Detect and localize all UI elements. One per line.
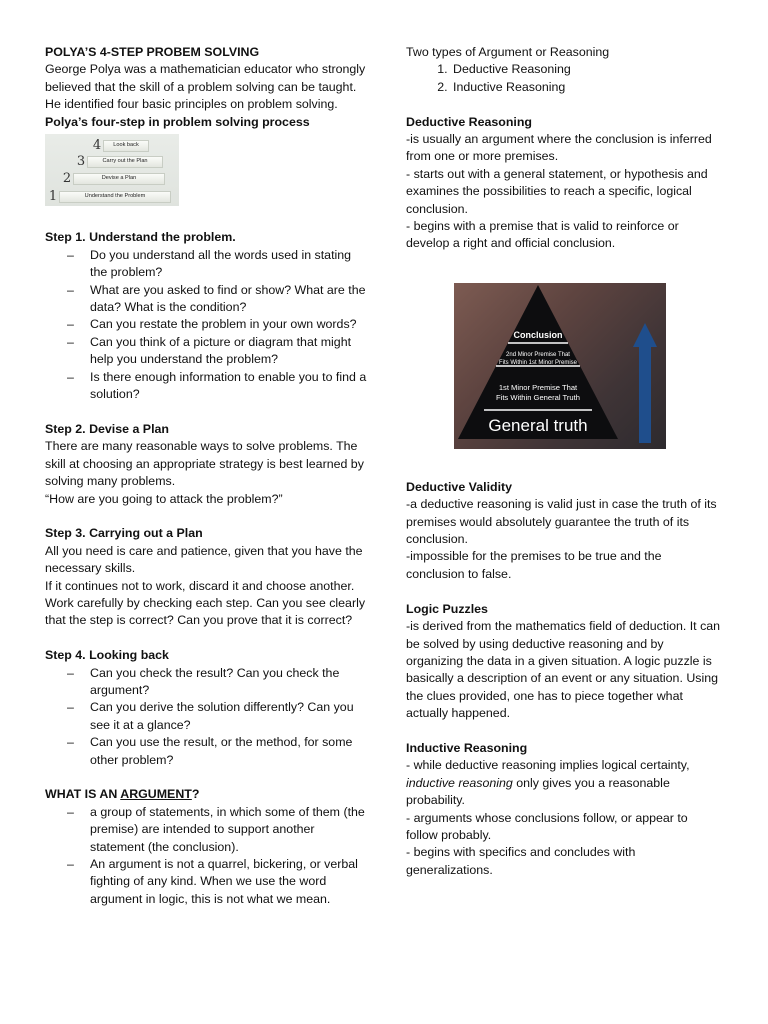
step4-list [45,665,367,769]
inductive-line-3: - begins with specifics and concludes with generalizations. [406,845,636,877]
argument-heading-prefix: WHAT IS AN [45,787,121,802]
inductive-line-1 [406,757,722,809]
list-item: 1. Deductive Reasoning [451,61,722,78]
process-heading: Polya’s four-step in problem solving process [45,114,310,129]
inductive-line-2: - arguments whose conclusions follow, or appear to follow probably. [406,810,688,842]
list-item: – Can you check the result? Can you check the argument? [90,665,367,700]
deductive-pyramid-image [454,283,666,449]
step1-heading: Step 1. Understand the problem. [45,230,236,245]
steps-image-row-4 [91,137,149,154]
step-number: 1 [48,189,58,205]
inductive-line-1-prefix: - while deductive reasoning implies logical certainty, [406,758,690,773]
step3-heading: Step 3. Carrying out a Plan [45,526,203,541]
up-arrow-shaft [639,345,651,443]
argument-list [45,804,367,908]
validity-line: -a deductive reasoning is valid just in case the truth of its premises would absolutely guarantee the truth of its conclusion. [406,497,717,547]
inductive-heading: Inductive Reasoning [406,740,528,755]
pyramid-minor-premise-1 [480,383,596,403]
left-column [45,44,367,908]
step-label: Devise a Plan [73,173,165,185]
step2-text: There are many reasonable ways to solve problems. The skill at choosing an appropriate strategy is best learned by solving many problems. [45,439,364,489]
deductive-line: - begins with a premise that is valid to reinforce or develop a right and official conclusion. [406,219,679,251]
step4-heading: Step 4. Looking back [45,648,169,663]
list-item: – a group of statements, in which some of them (the premise) are intended to support another statement (the conclusion). [90,804,367,856]
inductive-italic-term: inductive reasoning [406,775,513,790]
step3-text-2: If it continues not to work, discard it and choose another. Work carefully by checking each step. Can you see clearly that the step is correct? Can you prove that it is correct? [45,578,366,628]
steps-image-row-3 [75,153,163,170]
step2-quote: “How are you going to attack the problem?” [45,491,283,506]
argument-heading-word: ARGUMENT [120,787,192,802]
list-item: – Do you understand all the words used in stating the problem? [90,247,367,282]
pyramid-general-truth: General truth [488,416,588,435]
step-number: 3 [76,154,86,170]
deductive-line: -is usually an argument where the conclusion is inferred from one or more premises. [406,132,712,164]
deductive-line: - starts out with a general statement, or hypothesis and examines the possibilities to reach a specific, logical conclusion. [406,166,708,216]
steps-image-row-2 [61,170,165,187]
validity-line: -impossible for the premises to be true and the conclusion to false. [406,549,662,581]
pyramid-minor-premise-2 [490,351,586,367]
step-label: Understand the Problem [59,191,171,203]
step-number: 4 [92,138,102,154]
pyramid-minor-premise-2-line-2: Fits Within 1st Minor Premise [498,360,577,366]
list-item: – Is there enough information to enable you to find a solution? [90,369,367,404]
deductive-heading: Deductive Reasoning [406,114,532,129]
pyramid-minor-premise-1-line-1: 1st Minor Premise That [498,383,578,392]
intro-paragraph: George Polya was a mathematician educator who strongly believed that the skill of a problem solving can be taught. He identified four basic principles on problem solving. [45,62,366,112]
list-item: – Can you derive the solution differently? Can you see it at a glance? [90,699,367,734]
list-item: – Can you use the result, or the method, for some other problem? [90,734,367,769]
right-column [406,44,722,879]
types-list [406,61,722,96]
polya-steps-image [45,134,179,206]
list-item: – What are you asked to find or show? What are the data? What is the condition? [90,282,367,317]
list-item: – Can you think of a picture or diagram that might help you understand the problem? [90,334,367,369]
list-item: – An argument is not a quarrel, bickering, or verbal fighting of any kind. When we use the word argument in logic, this is not what we mean. [90,856,367,908]
step1-list [45,247,367,404]
pyramid-conclusion: Conclusion [513,330,563,340]
list-item: 2. Inductive Reasoning [451,79,722,96]
step3-text-1: All you need is care and patience, given that you have the necessary skills. [45,543,363,576]
up-arrow-head [633,323,657,347]
document-title: POLYA’S 4-STEP PROBEM SOLVING [45,45,260,59]
inductive-line-1-suffix: only gives you a reasonable probability. [406,775,670,808]
pyramid-minor-premise-1-line-2: Fits Within General Truth [496,393,580,402]
argument-heading-suffix: ? [191,787,200,802]
types-heading: Two types of Argument or Reasoning [406,45,610,59]
validity-heading: Deductive Validity [406,479,513,494]
puzzles-heading: Logic Puzzles [406,601,488,616]
step-number: 2 [62,171,72,187]
argument-heading [45,786,367,803]
step2-heading: Step 2. Devise a Plan [45,421,169,436]
puzzles-text: -is derived from the mathematics field of deduction. It can be solved by using deductive reasoning and by organizing the data in a given situation. A logic puzzle is basically a description of an event or any situation. Using the clues provided, one has to piece together what actually happened. [406,619,721,721]
steps-image-row-1 [47,188,171,205]
pyramid-minor-premise-2-line-1: 2nd Minor Premise That [506,352,570,358]
list-item: – Can you restate the problem in your own words? [90,316,367,333]
step-label: Carry out the Plan [87,156,163,168]
step-label: Look back [103,140,149,152]
